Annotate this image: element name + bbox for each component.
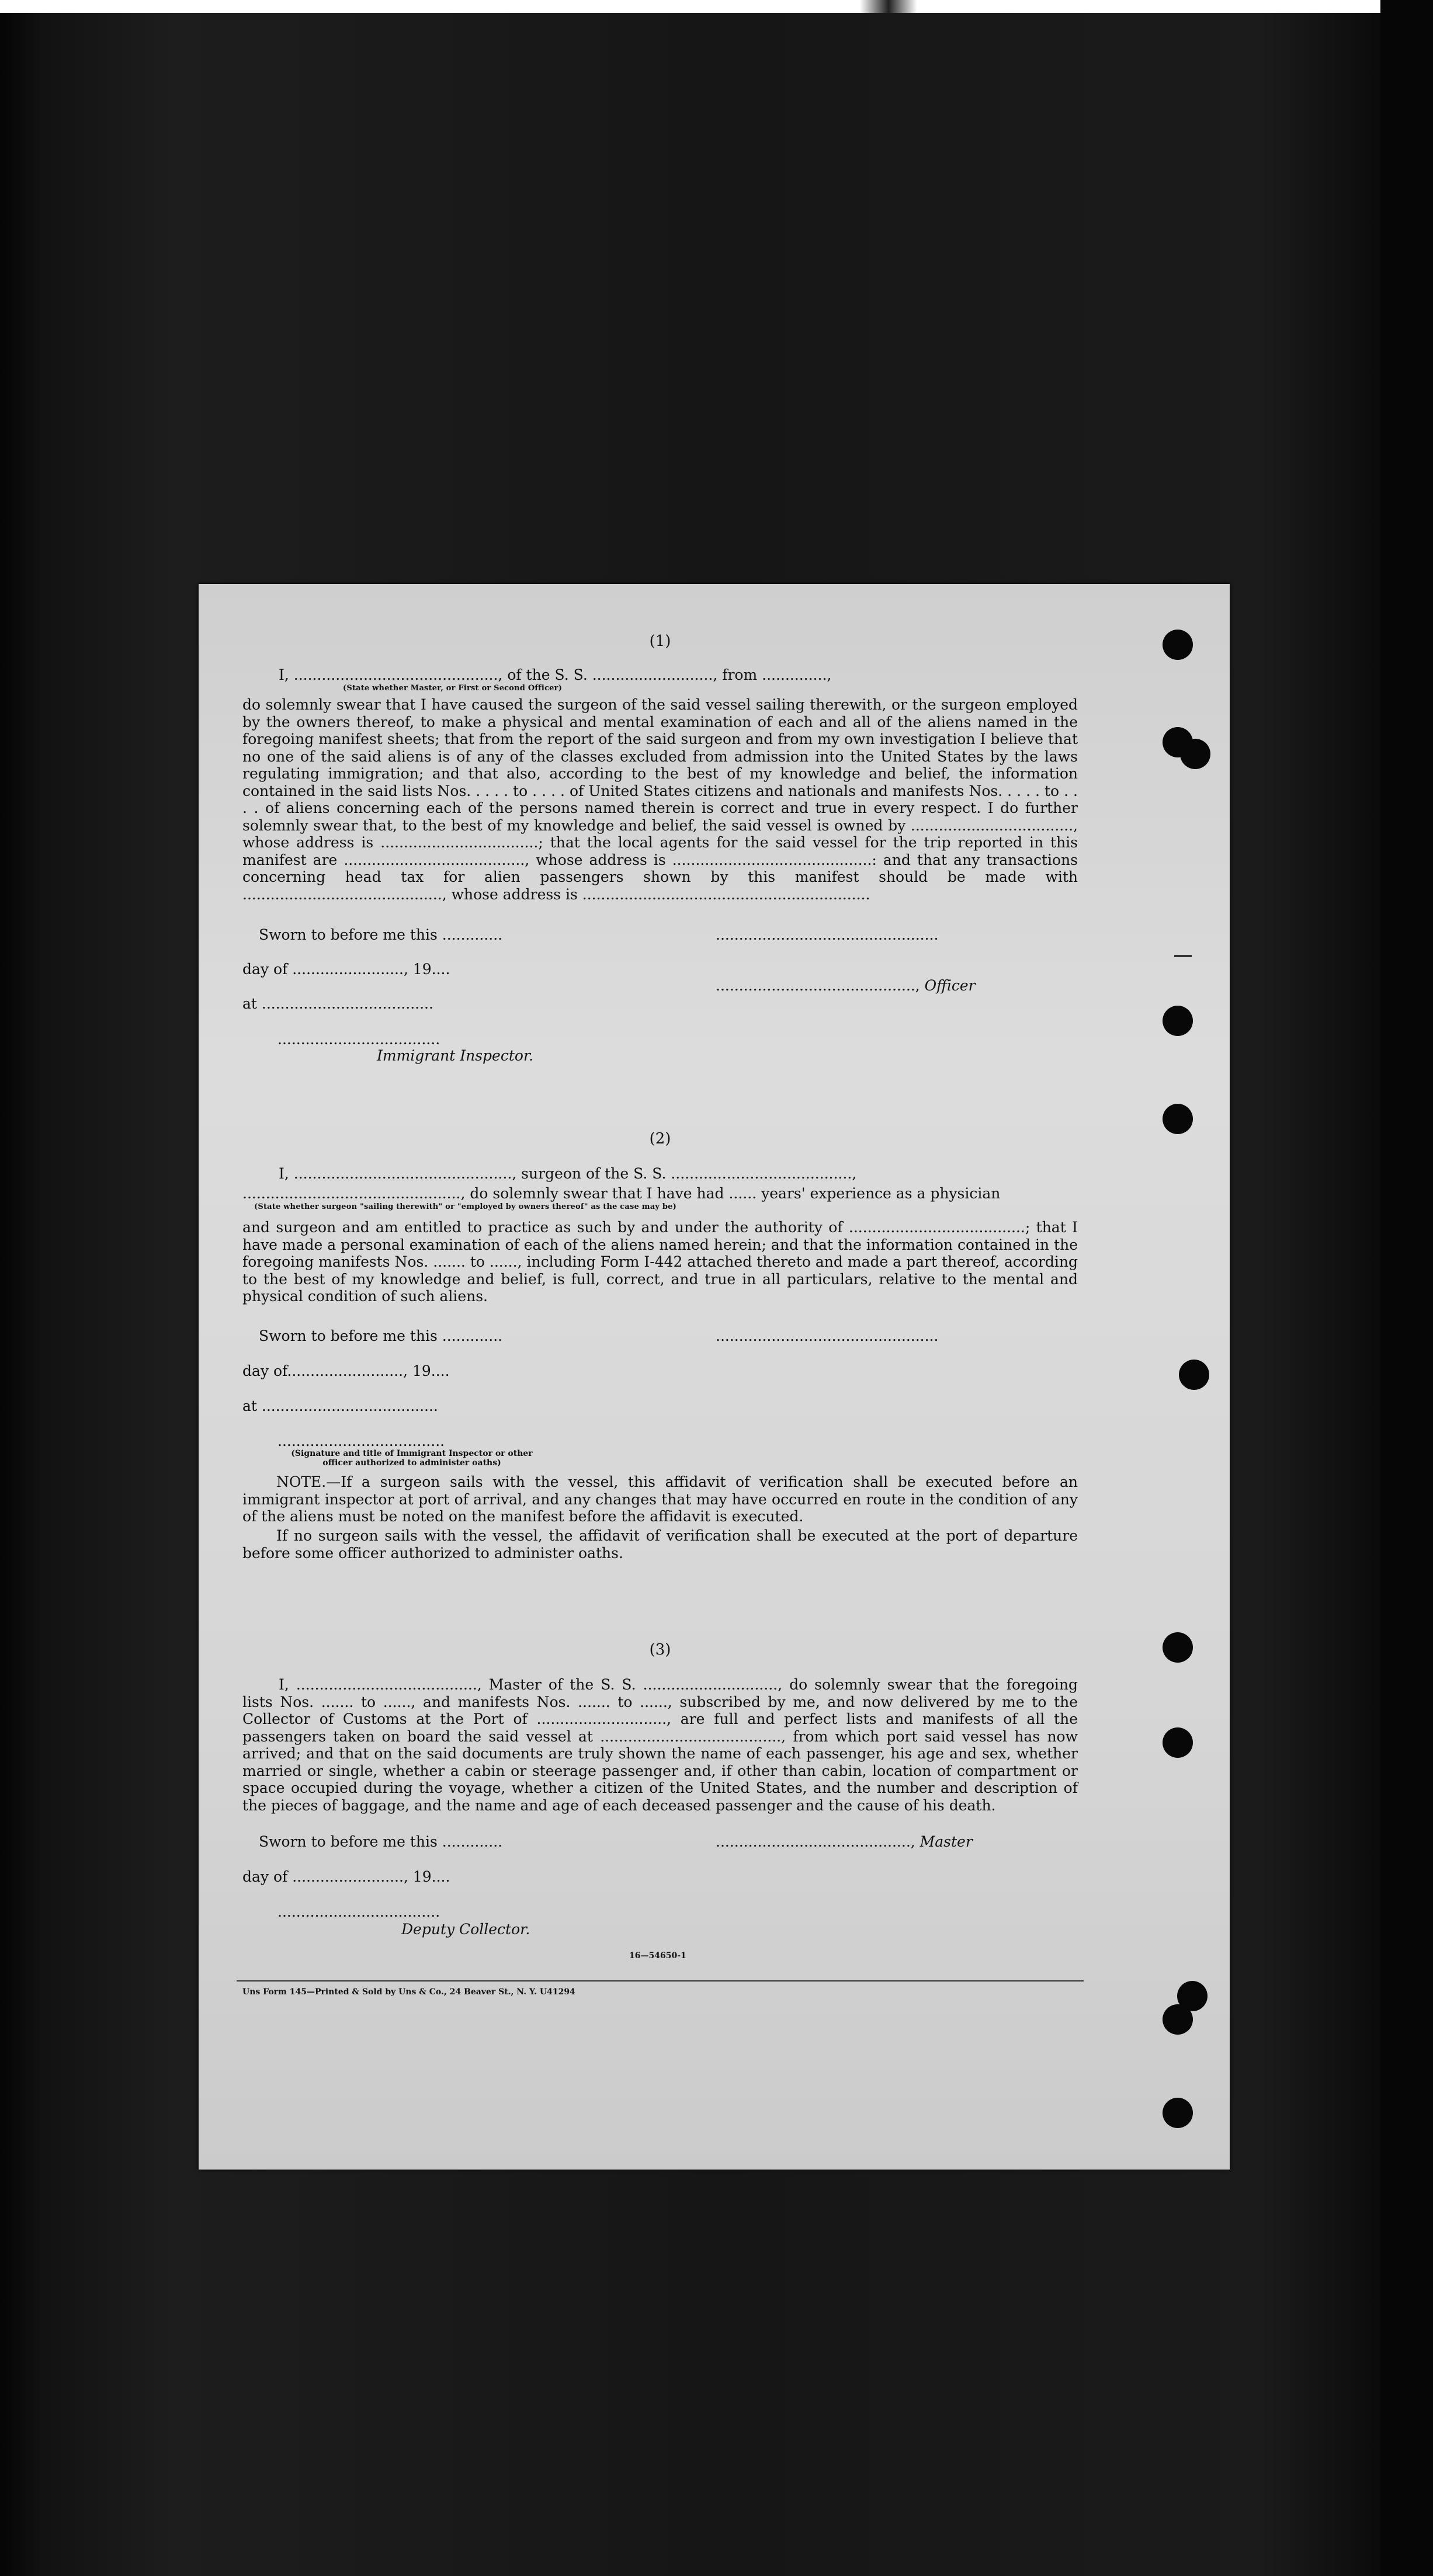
- punch-hole-icon: [1163, 1727, 1193, 1758]
- section-1-inspector-dots: ...................................: [277, 1031, 440, 1048]
- section-1-oath-line: I, ............................................, of the S. S. .........................., from ..............,: [279, 666, 832, 683]
- section-3-sworn: Sworn to before me this .............: [259, 1833, 503, 1850]
- section-2-signature-line: ................................................: [716, 1327, 939, 1344]
- section-2-sworn: Sworn to before me this .............: [259, 1327, 503, 1344]
- punch-hole-icon: [1163, 630, 1193, 660]
- section-1-number: (1): [649, 632, 671, 650]
- section-2-signature-dots: ....................................: [277, 1433, 445, 1449]
- section-1-signature-line: ................................................: [716, 926, 939, 943]
- punch-hole-icon: [1163, 1006, 1193, 1036]
- section-2-body: and surgeon and am entitled to practice as such by and under the authority of ......................................; that I have made a personal examination of each of the aliens named herein; and that the information contained in the foregoing manifests Nos. ....... to ......, including Form I-442 attached thereto and made a part thereof, according to the best of my knowledge and belief, is full, correct, and true in all particulars, relative to the mental and physical condition of such aliens.: [242, 1219, 1078, 1305]
- section-1-day: day of ........................, 19....: [242, 961, 450, 978]
- section-2-number: (2): [649, 1130, 671, 1148]
- section-2-signature-note: (Signature and title of Immigrant Inspector or other officer authorized to administer oaths): [291, 1449, 533, 1468]
- footer-form-code: 16—54650-1: [629, 1951, 686, 1960]
- section-1-officer-line: ..........................................., Officer: [716, 977, 976, 994]
- section-2-surgeon-note: (State whether surgeon "sailing therewith" or "employed by owners thereof" as the case may be): [254, 1202, 676, 1211]
- section-1-officer-note: (State whether Master, or First or Second Officer): [343, 684, 563, 693]
- section-2-at: at ......................................: [242, 1397, 438, 1414]
- footer-printer: Uns Form 145—Printed & Sold by Uns & Co., 24 Beaver St., N. Y. U41294: [242, 1987, 575, 1997]
- section-1-sworn: Sworn to before me this .............: [259, 926, 503, 943]
- punch-hole-icon: [1180, 739, 1210, 769]
- scan-right-edge: [1380, 0, 1433, 2576]
- scan-top-edge: [0, 0, 1433, 13]
- section-1-at: at .....................................: [242, 995, 433, 1012]
- section-3-body: I, ......................................., Master of the S. S. ............................., do solemnly swear that the foregoing lists Nos. ....... to ......, and manifests Nos. ....... to ......, subscribed by me, and now delivered by me to the Collector of Customs at the Port of ............................, are full and perfect lists and manifests of all the passengers taken on board the said vessel at ......................................., from which port said vessel has now arrived; and that on the said documents are truly shown the name of each passenger, his age and sex, whether married or single, whether a cabin or steerage passenger and, if other than cabin, location of compartment or space occupied during the voyage, whether a citizen of the United States, and the number and description of the pieces of baggage, and the name and age of each deceased passenger and the cause of his death.: [242, 1676, 1078, 1814]
- section-2-oath-line: I, ..............................................., surgeon of the S. S. .......................................,: [279, 1165, 857, 1182]
- punch-hole-icon: [1179, 1360, 1209, 1390]
- section-2-experience-line: ..............................................., do solemnly swear that I have had ...... years' experience as a physician: [242, 1185, 1001, 1202]
- section-2-day: day of........................., 19....: [242, 1362, 450, 1379]
- section-3-collector-label: Deputy Collector.: [401, 1921, 530, 1938]
- section-1-body: do solemnly swear that I have caused the surgeon of the said vessel sailing therewith, or the surgeon employed by the owners thereof, to make a physical and mental examination of each and all of the aliens named in the foregoing manifest sheets; that from the report of the said surgeon and from my own investigation I believe that no one of the said aliens is of any of the classes excluded from admission into the United States by the laws regulating immigration; and that also, according to the best of my knowledge and belief, the information contained in the said lists Nos. . . . . to . . . . of United States citizens and nationals and manifests Nos. . . . . to . . . . of aliens concerning each of the persons named therein is correct and true in every respect. I do further solemnly swear that, to the best of my knowledge and belief, the said vessel is owned by ..................................., whose address is ..................................; that the local agents for the said vessel for the trip reported in this manifest are ......................................., whose address is ...........................................: and that any transactions concerning head tax for alien passengers shown by this manifest should be made with ..........................................., whose address is ..............................................................: [242, 696, 1078, 903]
- section-1-inspector-label: Immigrant Inspector.: [377, 1047, 534, 1064]
- punch-hole-icon: [1163, 1632, 1193, 1663]
- section-3-day: day of ........................, 19....: [242, 1868, 450, 1885]
- punch-hole-icon: [1163, 2004, 1193, 2035]
- punch-hole-icon: [1163, 2098, 1193, 2128]
- section-2-note-continued: If no surgeon sails with the vessel, the affidavit of verification shall be executed at the port of departure before some officer authorized to administer oaths.: [242, 1527, 1078, 1562]
- section-2-note: NOTE.—If a surgeon sails with the vessel, this affidavit of verification shall be executed before an immigrant inspector at port of arrival, and any changes that may have occurred en route in the condition of any of the aliens must be noted on the manifest before the affidavit is executed.: [242, 1473, 1078, 1525]
- margin-tick: [1174, 955, 1192, 957]
- footer-rule: [237, 1980, 1084, 1981]
- section-3-collector-dots: ...................................: [277, 1903, 440, 1920]
- section-3-master-line: .........................................., Master: [716, 1833, 973, 1850]
- section-3-number: (3): [649, 1641, 671, 1659]
- punch-hole-icon: [1163, 1104, 1193, 1134]
